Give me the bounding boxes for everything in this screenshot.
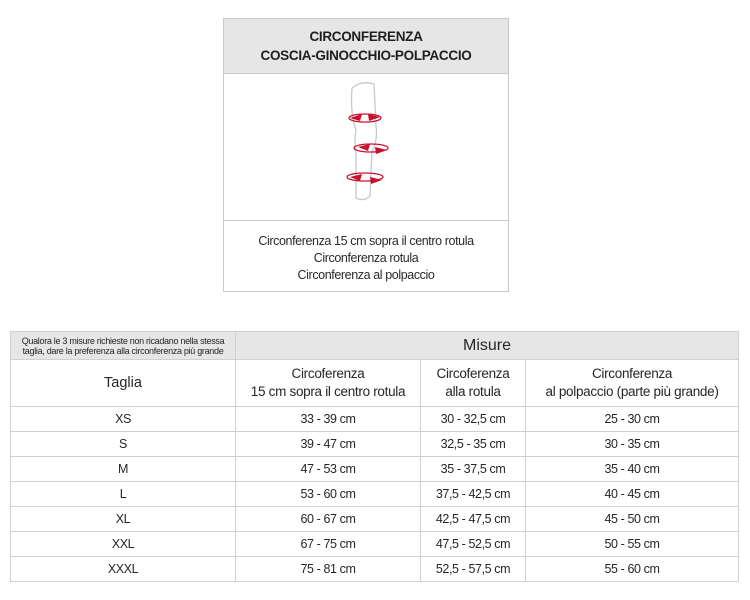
misure-header: Misure <box>236 332 739 360</box>
calf-cell: 35 - 40 cm <box>526 457 739 482</box>
calf-cell: 25 - 30 cm <box>526 407 739 432</box>
size-cell: XS <box>11 407 236 432</box>
column-header-size: Taglia <box>11 360 236 407</box>
caption-knee: Circonferenza rotula <box>313 251 419 265</box>
figure-title-line1: CIRCONFERENZA <box>309 29 423 44</box>
table-header-row-2 <box>11 360 739 407</box>
size-cell: M <box>11 457 236 482</box>
knee-cell: 30 - 32,5 cm <box>421 407 526 432</box>
knee-cell: 32,5 - 35 cm <box>421 432 526 457</box>
leg-measurement-icon <box>332 78 402 218</box>
thigh-cell: 47 - 53 cm <box>236 457 421 482</box>
knee-cell: 52,5 - 57,5 cm <box>421 557 526 582</box>
leg-diagram <box>224 74 508 221</box>
thigh-cell: 67 - 75 cm <box>236 532 421 557</box>
caption-thigh: Circonferenza 15 cm sopra il centro rotula <box>258 234 474 248</box>
calf-cell: 45 - 50 cm <box>526 507 739 532</box>
column-header-calf-line1: Circonferenza <box>591 366 673 381</box>
thigh-cell: 75 - 81 cm <box>236 557 421 582</box>
table-row <box>11 482 739 507</box>
size-cell: XL <box>11 507 236 532</box>
thigh-cell: 33 - 39 cm <box>236 407 421 432</box>
size-cell: S <box>11 432 236 457</box>
calf-cell: 50 - 55 cm <box>526 532 739 557</box>
size-note-line2: taglia, dare la preferenza alla circonferenza più grande <box>22 345 224 356</box>
calf-cell: 40 - 45 cm <box>526 482 739 507</box>
caption-calf: Circonferenza al polpaccio <box>297 268 435 282</box>
table-row <box>11 432 739 457</box>
size-note <box>11 332 236 360</box>
table-header-row-1 <box>11 332 739 360</box>
table-row <box>11 557 739 582</box>
knee-cell: 47,5 - 52,5 cm <box>421 532 526 557</box>
calf-cell: 30 - 35 cm <box>526 432 739 457</box>
column-header-thigh-line2: 15 cm sopra il centro rotula <box>250 384 406 399</box>
knee-cell: 35 - 37,5 cm <box>421 457 526 482</box>
figure-title-line2: COSCIA-GINOCCHIO-POLPACCIO <box>260 48 472 63</box>
column-header-knee-line1: Circoferenza <box>436 366 510 381</box>
calf-cell: 55 - 60 cm <box>526 557 739 582</box>
figure-title <box>224 19 508 74</box>
column-header-knee-line2: alla rotula <box>445 384 501 399</box>
thigh-cell: 60 - 67 cm <box>236 507 421 532</box>
size-cell: XXL <box>11 532 236 557</box>
knee-cell: 37,5 - 42,5 cm <box>421 482 526 507</box>
column-header-thigh-line1: Circoferenza <box>291 366 365 381</box>
size-table <box>10 331 739 582</box>
size-note-line1: Qualora le 3 misure richieste non ricadano nella stessa <box>21 335 225 346</box>
size-cell: L <box>11 482 236 507</box>
column-header-thigh <box>236 360 421 407</box>
size-cell: XXXL <box>11 557 236 582</box>
knee-cell: 42,5 - 47,5 cm <box>421 507 526 532</box>
column-header-knee <box>421 360 526 407</box>
table-row <box>11 407 739 432</box>
table-row <box>11 457 739 482</box>
table-row <box>11 532 739 557</box>
figure-captions <box>224 221 508 284</box>
column-header-calf-line2: al polpaccio (parte più grande) <box>545 384 719 399</box>
column-header-calf <box>526 360 739 407</box>
measurement-figure <box>223 18 509 292</box>
thigh-cell: 53 - 60 cm <box>236 482 421 507</box>
thigh-cell: 39 - 47 cm <box>236 432 421 457</box>
table-row <box>11 507 739 532</box>
